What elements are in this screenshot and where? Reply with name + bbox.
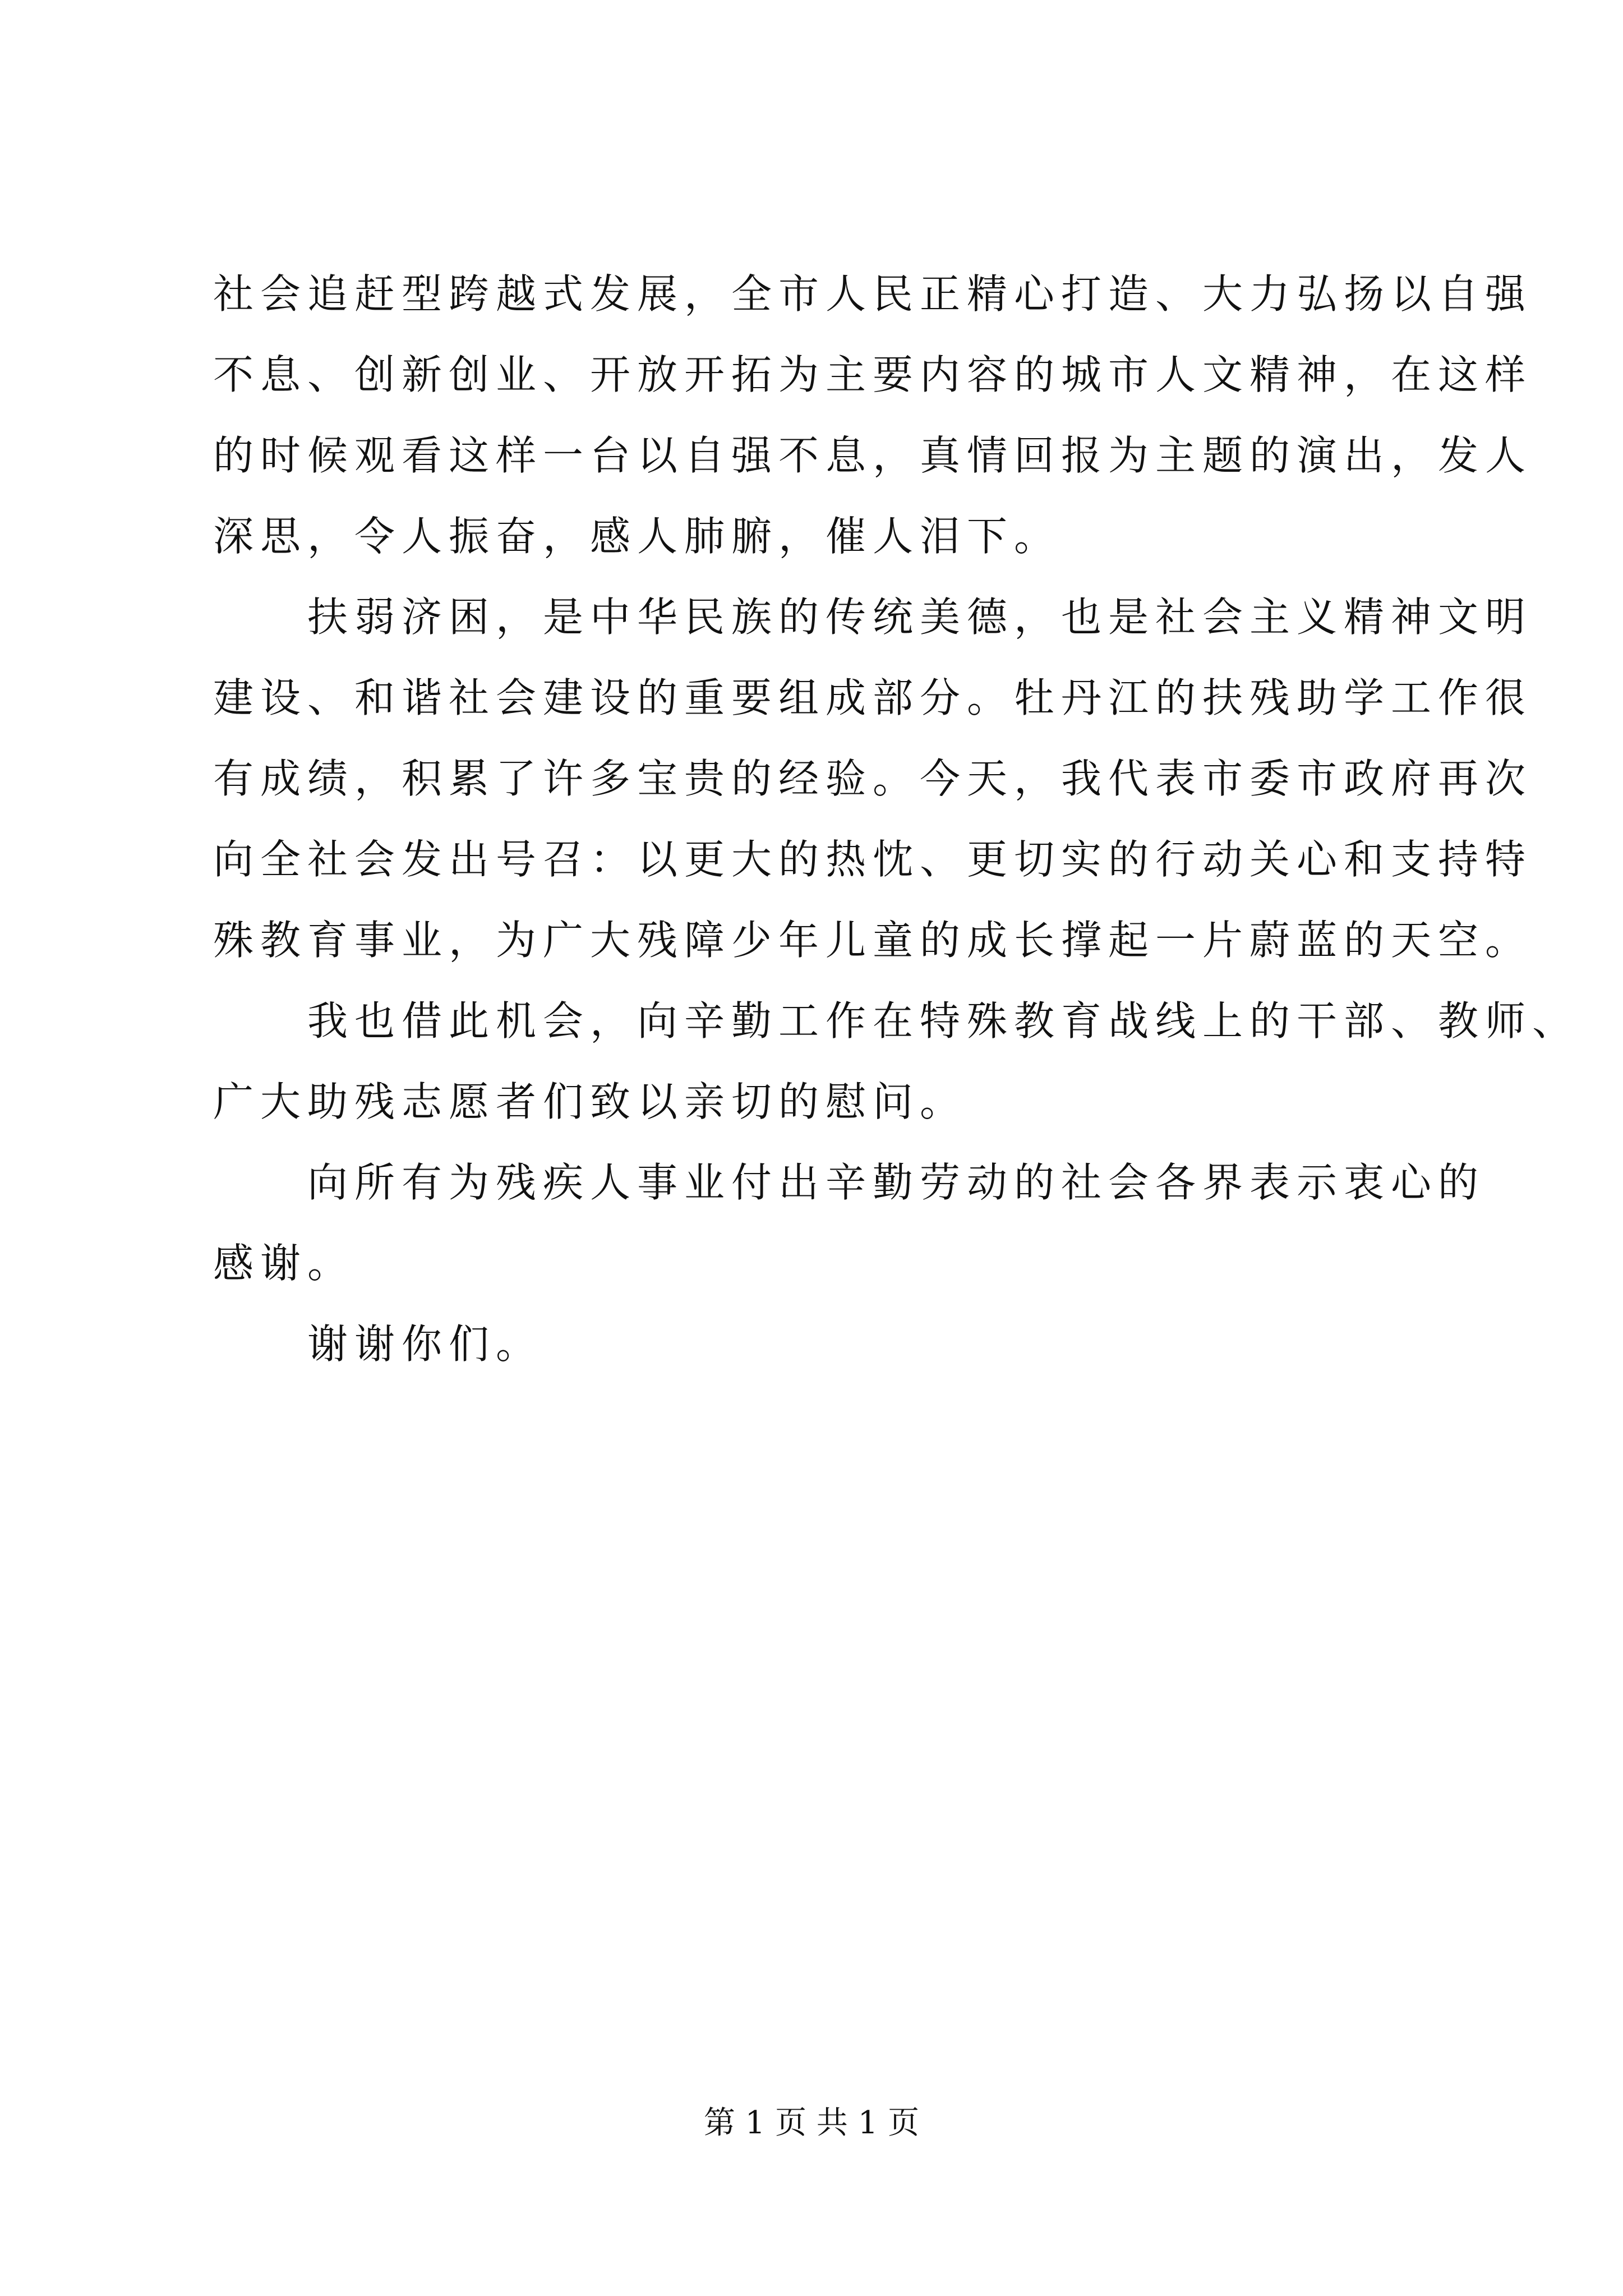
paragraph-2-line-2: 建设、和谐社会建设的重要组成部分。牡丹江的扶残助学工作很 (213, 674, 1533, 721)
paragraph-2-line-1: 扶弱济困，是中华民族的传统美德，也是社会主义精神文明 (307, 593, 1533, 641)
paragraph-4-line-2: 感谢。 (213, 1240, 355, 1287)
paragraph-3-line-1: 我也借此机会，向辛勤工作在特殊教育战线上的干部、教师、 (307, 997, 1580, 1045)
paragraph-5-line-1: 谢谢你们。 (307, 1320, 543, 1368)
document-body (213, 254, 1580, 1384)
paragraph-2-line-4: 向全社会发出号召：以更大的热忱、更切实的行动关心和支持特 (213, 836, 1533, 883)
paragraph-3-line-2: 广大助残志愿者们致以亲切的慰问。 (213, 1078, 967, 1125)
paragraph-4-line-1: 向所有为残疾人事业付出辛勤劳动的社会各界表示衷心的 (307, 1159, 1486, 1206)
page-footer: 第 1 页 共 1 页 (703, 2105, 920, 2141)
paragraph-1-line-4: 深思，令人振奋，感人肺腑，催人泪下。 (213, 513, 1062, 560)
paragraph-1-line-2: 不息、创新创业、开放开拓为主要内容的城市人文精神，在这样 (213, 351, 1533, 398)
paragraph-2-line-3: 有成绩，积累了许多宝贵的经验。今天，我代表市委市政府再次 (213, 755, 1533, 802)
paragraph-2-line-5: 殊教育事业，为广大残障少年儿童的成长撑起一片蔚蓝的天空。 (213, 917, 1533, 964)
paragraph-1-line-3: 的时候观看这样一台以自强不息，真情回报为主题的演出，发人 (213, 432, 1533, 479)
paragraph-1-line-1: 社会追赶型跨越式发展，全市人民正精心打造、大力弘扬以自强 (213, 270, 1533, 318)
